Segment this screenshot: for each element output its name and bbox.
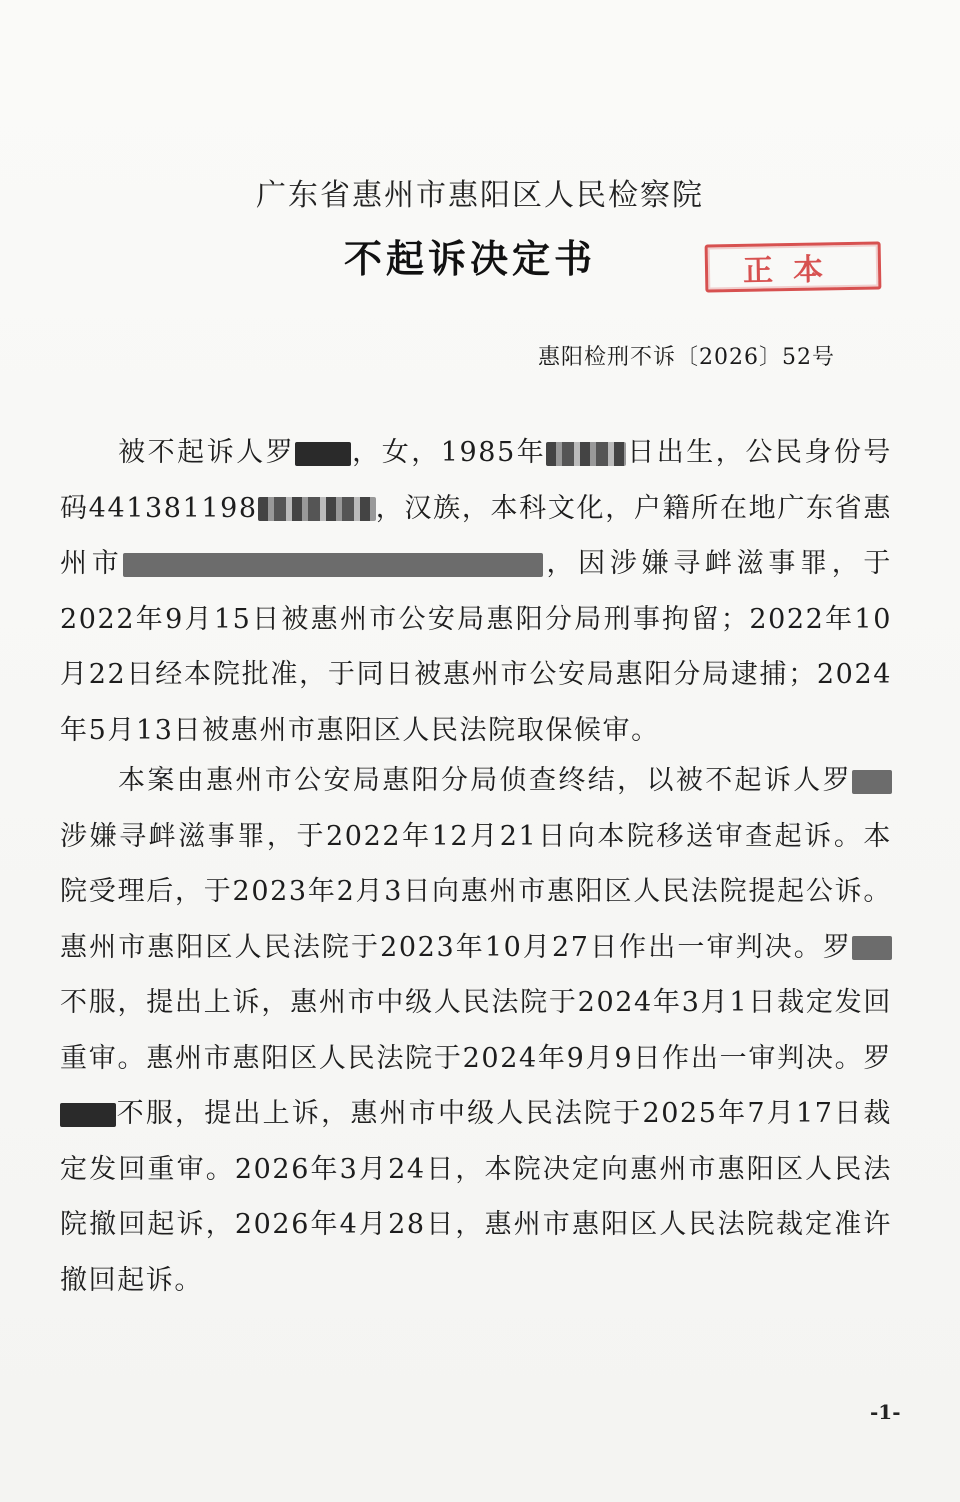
- paragraph-segment: 不服，提出上诉，惠州市中级人民法院于2024年3月1日裁定发回重审。惠州市惠阳区人民法院于2024年9月9日作出一审判决。罗: [60, 987, 892, 1074]
- redacted-address: [123, 553, 543, 577]
- paragraph-segment: ，因涉嫌寻衅滋事罪，于2022年9月15日被惠州市公安局惠阳分局刑事拘留；2022年10月22日经本院批准，于同日被惠州市公安局惠阳分局逮捕；2024年5月13日被惠州市惠阳区人民法院取保候审。: [60, 548, 892, 746]
- document-number: 惠阳检刑不诉〔2026〕52号: [538, 345, 835, 370]
- redacted-name: [852, 770, 892, 794]
- issuing-organization: 广东省惠州市惠阳区人民检察院: [256, 178, 704, 213]
- paragraph-defendant-info: [60, 425, 892, 758]
- redacted-birth-date: [546, 442, 626, 466]
- redacted-id-number: [258, 497, 376, 521]
- paragraph-segment: 日出生，公民身份号码441381198: [60, 437, 893, 524]
- paragraph-case-history: [60, 753, 892, 1308]
- redacted-name: [852, 936, 892, 960]
- redacted-name: [295, 442, 351, 466]
- original-copy-stamp: 正本: [705, 241, 882, 292]
- page-number: -1-: [870, 1400, 901, 1424]
- paragraph-segment: 不服，提出上诉，惠州市中级人民法院于2025年7月17日裁定发回重审。2026年3月24日，本院决定向惠州市惠阳区人民法院撤回起诉，2026年4月28日，惠州市惠阳区人民法院裁定准许撤回起诉。: [60, 1098, 892, 1296]
- paragraph-segment: ，汉族，本科文化，户籍所在地广东省惠州市: [60, 492, 892, 579]
- paragraph-segment: 本案由惠州市公安局惠阳分局侦查终结，以被不起诉人罗: [117, 765, 852, 796]
- paragraph-segment: ，女，1985年: [351, 437, 547, 468]
- document-title: 不起诉决定书: [343, 236, 596, 281]
- paragraph-segment: 涉嫌寻衅滋事罪，于2022年12月21日向本院移送审查起诉。本院受理后，于2023年2月3日向惠州市惠阳区人民法院提起公诉。惠州市惠阳区人民法院于2023年10月27日作出一审判决。罗: [60, 820, 892, 963]
- redacted-name: [60, 1103, 116, 1127]
- paragraph-segment: 被不起诉人罗: [117, 437, 296, 468]
